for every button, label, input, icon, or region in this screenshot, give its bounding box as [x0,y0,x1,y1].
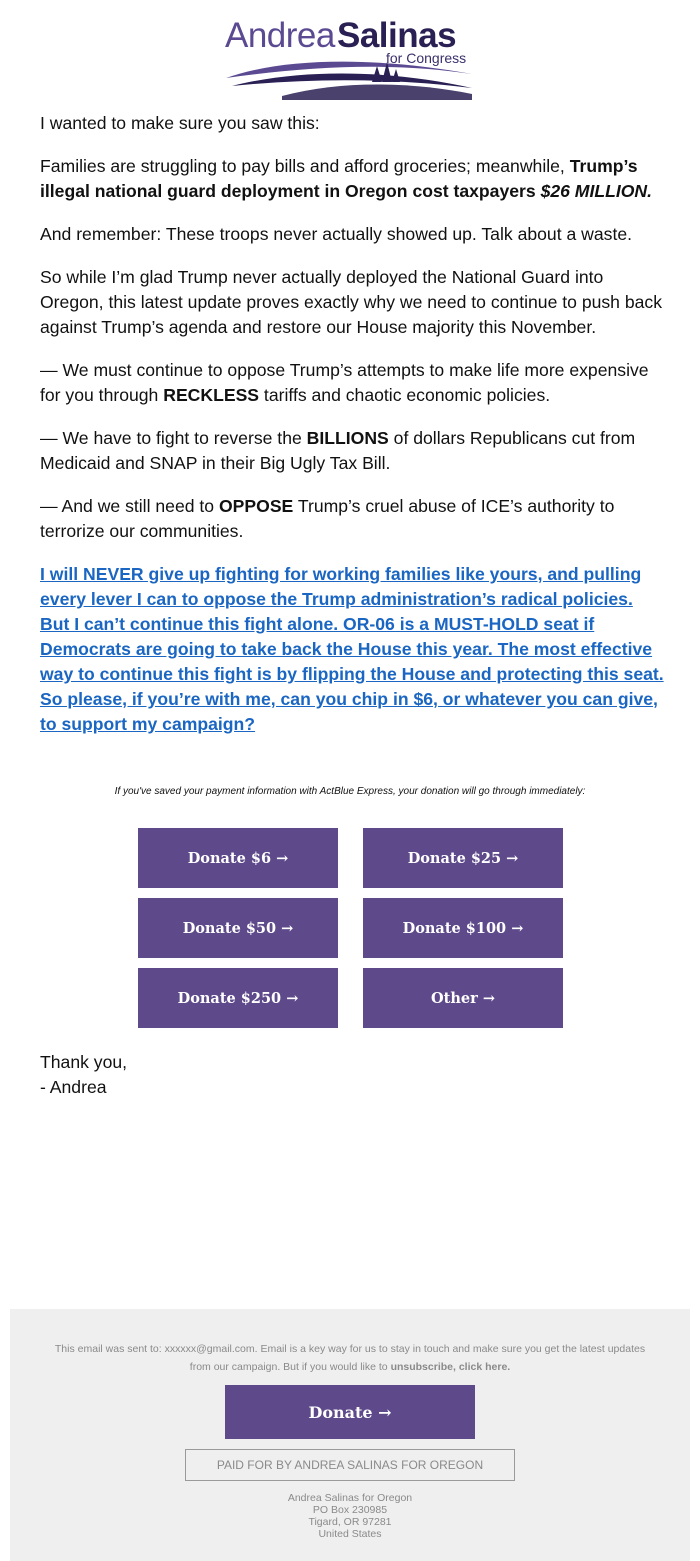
email-body [40,111,665,737]
families-paragraph: Families are struggling to pay bills and afford groceries; meanwhile, Trump’s illegal national guard deployment in Oregon cost taxpayers $26 MILLION. [40,156,653,201]
signoff [40,1050,127,1100]
donate-50-button[interactable]: Donate $50 → [138,898,338,958]
footer-disclaimer: This email was sent to: xxxxxx@gmail.com. Email is a key way for us to stay in touch and make sure you get the latest updates from our campaign. But if you would like to unsubscribe, click here. [54,1343,646,1373]
agenda-paragraph: So while I’m glad Trump never actually deployed the National Guard into Oregon, this latest update proves exactly why we need to continue to push back against Trump’s agenda and restore our House majority this November. [40,267,663,337]
donate-other-button[interactable]: Other → [363,968,563,1028]
campaign-logo [222,14,482,100]
tariffs-paragraph: — We must continue to oppose Trump’s attempts to make life more expensive for you through RECKLESS tariffs and chaotic economic policies. [40,360,649,405]
logo-first-name: Andrea [225,16,335,55]
thanks-text: Thank you, [40,1052,128,1072]
ice-paragraph: — And we still need to OPPOSE Trump’s cruel abuse of ICE’s authority to terrorize our communities. [40,496,615,541]
paid-for-disclaimer: PAID FOR BY ANDREA SALINAS FOR OREGON [185,1449,515,1481]
mailing-address: Andrea Salinas for Oregon PO Box 230985 Tigard, OR 97281 United States [287,1492,413,1540]
donate-25-button[interactable]: Donate $25 → [363,828,563,888]
logo-last-name: Salinas [337,16,457,55]
donate-250-button[interactable]: Donate $250 → [138,968,338,1028]
donate-6-button[interactable]: Donate $6 → [138,828,338,888]
logo-subtitle: for Congress [386,50,467,66]
footer [10,1309,690,1561]
intro-paragraph: I wanted to make sure you saw this: [40,113,320,133]
unsubscribe-link[interactable]: unsubscribe, click here. [390,1361,511,1373]
remember-paragraph: And remember: These troops never actually showed up. Talk about a waste. [40,224,633,244]
signature-name: - Andrea [40,1077,107,1097]
recipient-email: xxxxxx@gmail.com [164,1343,255,1355]
actblue-note: If you've saved your payment information with ActBlue Express, your donation will go through immediately: [114,786,586,797]
donate-appeal-link[interactable]: I will NEVER give up fighting for working families like yours, and pulling every lever I can to oppose the Trump administration’s radical policies. But I can’t continue this fight alone. OR-06 is a MUST-HOLD seat if Democrats are going to take back the House this year. The most effective way to continue this fight is by flipping the House and protecting this seat. So please, if you’re with me, can you chip in $6, or whatever you can give, to support my campaign? [40,564,664,734]
footer-donate-button[interactable]: Donate → [225,1385,475,1439]
donate-100-button[interactable]: Donate $100 → [363,898,563,958]
medicaid-paragraph: — We have to fight to reverse the BILLIONS of dollars Republicans cut from Medicaid and SNAP in their Big Ugly Tax Bill. [40,428,636,473]
